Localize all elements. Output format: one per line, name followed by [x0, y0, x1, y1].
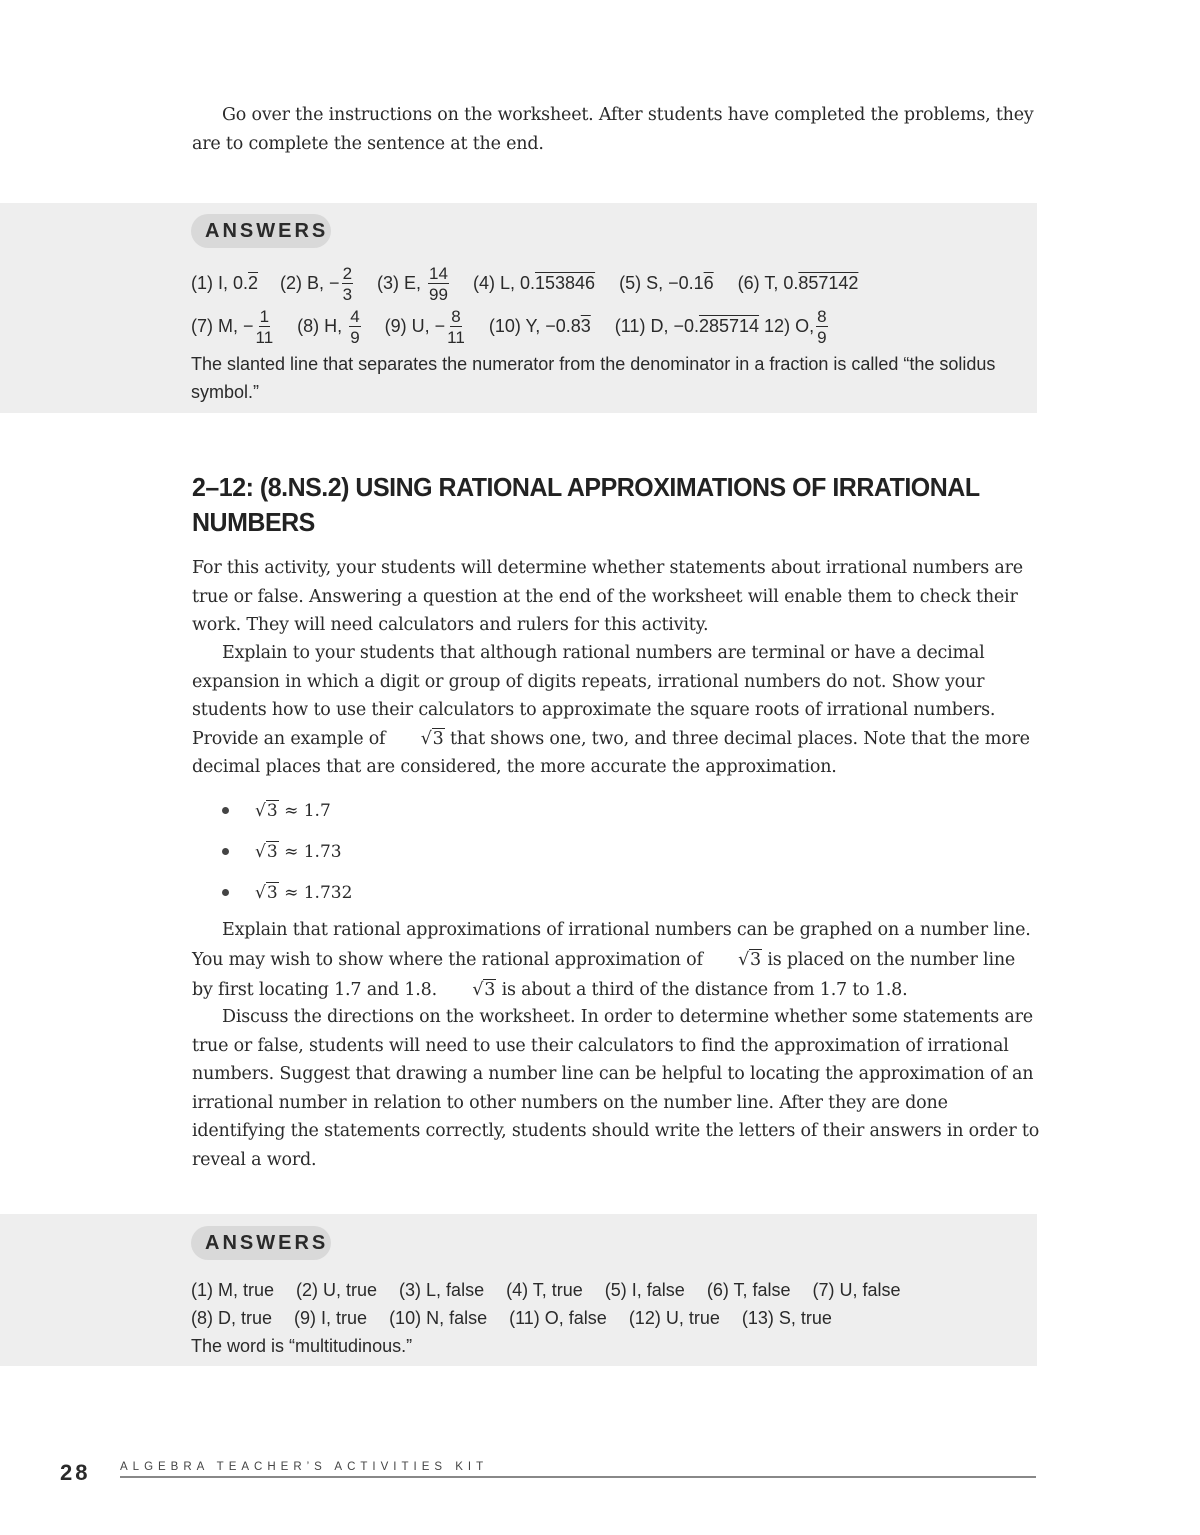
fraction-denominator: 11 — [447, 328, 465, 347]
answer-item: (7) U, false — [812, 1280, 901, 1300]
answer-item — [489, 316, 591, 337]
fraction-numerator: 1 — [259, 307, 270, 326]
list-item — [222, 831, 352, 872]
approx-value: ≈ 1.73 — [284, 841, 342, 862]
answer-item — [377, 265, 451, 303]
answer-item: (13) S, true — [741, 1308, 832, 1328]
paragraph-3-text-b: is placed on the number line by first locating 1.7 and 1.8. — [192, 950, 1016, 1000]
answers-1-sentence: The slanted line that separates the numerator from the denominator in a fraction is called “the solidus symbol.” — [191, 354, 996, 402]
repeating-digits: 285714 — [698, 315, 760, 336]
fraction-numerator: 14 — [429, 264, 448, 283]
paragraph-3-text-c: is about a third of the distance from 1.7 to 1.8. — [496, 980, 908, 1000]
fraction — [342, 265, 353, 303]
list-item — [222, 872, 352, 913]
answer-item — [615, 316, 814, 337]
sqrt-three: √3 — [472, 980, 496, 1000]
sqrt-three: √3 — [738, 950, 761, 970]
answer-item — [738, 273, 859, 294]
answer-item: (2) U, true — [296, 1280, 378, 1300]
section-paragraph-3 — [192, 915, 1040, 1005]
approximation-list — [222, 790, 352, 913]
fraction — [816, 308, 827, 346]
answers-label-2: ANSWERS — [191, 1226, 331, 1260]
answer-item — [619, 273, 714, 294]
answer-item — [473, 273, 595, 294]
fraction — [447, 308, 465, 346]
page-number: 28 — [60, 1460, 91, 1485]
fraction-denominator: 9 — [350, 328, 360, 347]
repeating-digits: 857142 — [798, 272, 859, 293]
sqrt-three: √3 — [255, 800, 278, 821]
fraction — [256, 308, 274, 346]
answer-item: (10) N, false — [389, 1308, 488, 1328]
sqrt-radicand: 3 — [266, 800, 278, 821]
answer-item: (8) D, true — [191, 1308, 273, 1328]
fraction-numerator: 8 — [817, 307, 827, 326]
sqrt-three: √3 — [255, 841, 278, 862]
answer-text: (1) I, 0. — [191, 272, 249, 293]
fraction-numerator: 2 — [342, 264, 353, 283]
answers-2-sentence: The word is “multitudinous.” — [191, 1336, 413, 1356]
answer-item: (12) U, true — [628, 1308, 720, 1328]
answer-text: 12) O, — [759, 315, 815, 336]
answer-text: (4) L, 0. — [472, 272, 535, 293]
approx-value: ≈ 1.7 — [284, 800, 331, 821]
answer-item — [297, 308, 362, 346]
answers-2-line-1 — [191, 1280, 923, 1301]
fraction-numerator: 4 — [350, 307, 360, 326]
answer-text: (8) H, — [297, 315, 348, 336]
answers-label-1: ANSWERS — [191, 214, 331, 248]
paragraph-3-text-a: Explain that rational approximations of irrational numbers can be graphed on a number line. You may wish to show where the rational approximation of — [192, 920, 1031, 970]
sqrt-radicand: 3 — [484, 980, 496, 1000]
answer-text: (9) U, − — [384, 315, 446, 336]
repeating-digits: 153846 — [535, 272, 596, 293]
answers-1-line-2 — [191, 308, 830, 346]
bullet-icon — [222, 889, 229, 896]
footer-divider — [120, 1476, 1036, 1478]
fraction-numerator: 8 — [451, 307, 461, 326]
answer-item — [191, 273, 258, 294]
section-paragraph-4: Discuss the directions on the worksheet. In order to determine whether some statements are true or false, students will need to use their calculators to find the approximation of irrational numbers. Suggest that drawing a number line can be helpful to locating the approximation of an irrational number in relation to other numbers on the number line. After they are done identifying the statements correctly, students should write the letters of their answers in order to reveal a word. — [192, 1007, 1040, 1170]
answer-item: (6) T, false — [706, 1280, 791, 1300]
fraction-denominator: 3 — [342, 285, 353, 304]
paragraph-2-text-b: that shows one, two, and three decimal places. Note that the more decimal places that are considered, the more accurate the approximation. — [192, 728, 1030, 777]
answer-item: (3) L, false — [399, 1280, 485, 1300]
answers-2-line-2 — [191, 1308, 854, 1329]
answer-item: (11) O, false — [509, 1308, 607, 1328]
fraction-denominator: 9 — [817, 328, 827, 347]
sqrt-radicand: 3 — [432, 728, 444, 749]
answer-text: (10) Y, −0.8 — [488, 315, 581, 336]
sqrt-radicand: 3 — [266, 882, 278, 903]
intro-paragraph: Go over the instructions on the worksheet. After students have completed the problems, they are to complete the sentence at the end. — [192, 105, 1034, 154]
answer-item — [191, 308, 275, 346]
fraction — [428, 265, 449, 303]
answer-text: (11) D, −0. — [614, 315, 699, 336]
repeating-digits: 3 — [580, 315, 591, 336]
answer-text: (2) B, − — [280, 272, 340, 293]
sqrt-three: √3 — [420, 728, 444, 749]
section-heading: 2–12: (8.NS.2) USING RATIONAL APPROXIMATIONS OF IRRATIONAL NUMBERS — [192, 472, 980, 537]
answer-text: (7) M, − — [191, 315, 254, 336]
book-title: ALGEBRA TEACHER’S ACTIVITIES KIT — [120, 1461, 489, 1473]
list-item — [222, 790, 352, 831]
fraction-denominator: 11 — [255, 328, 274, 347]
section-paragraph-1: For this activity, your students will determine whether statements about irrational numbers are true or false. Answering a question at the end of the worksheet will enable them to check their work. They will need calculators and rulers for this activity. — [192, 558, 1023, 635]
answer-text: (6) T, 0. — [737, 272, 799, 293]
answer-item: (1) M, true — [191, 1280, 275, 1300]
answer-item: (5) I, false — [604, 1280, 685, 1300]
bullet-icon — [222, 807, 229, 814]
answer-item — [814, 308, 829, 346]
sqrt-radicand: 3 — [750, 950, 761, 970]
answer-item — [280, 265, 355, 303]
fraction — [349, 308, 360, 346]
section-paragraph-2 — [192, 639, 1040, 782]
fraction-denominator: 99 — [429, 285, 448, 304]
answer-item: (9) I, true — [294, 1308, 368, 1328]
sqrt-radicand: 3 — [266, 841, 278, 862]
answers-1-line-1 — [191, 265, 858, 303]
repeating-digits: 2 — [248, 272, 259, 293]
approx-value: ≈ 1.732 — [284, 882, 353, 903]
bullet-icon — [222, 848, 229, 855]
answer-text: (5) S, −0.1 — [619, 272, 704, 293]
sqrt-three: √3 — [255, 882, 278, 903]
repeating-digits: 6 — [703, 272, 714, 293]
answer-item: (4) T, true — [506, 1280, 583, 1300]
paragraph-2-text-a: Explain to your students that although rational numbers are terminal or have a decimal expansion in which a digit or group of digits repeats, irrational numbers do not. Show your students how to use their calculators to approximate the square roots of irrational numbers. Provide an example of — [192, 643, 996, 749]
answer-item — [385, 308, 467, 346]
answer-text: (3) E, — [377, 272, 427, 293]
